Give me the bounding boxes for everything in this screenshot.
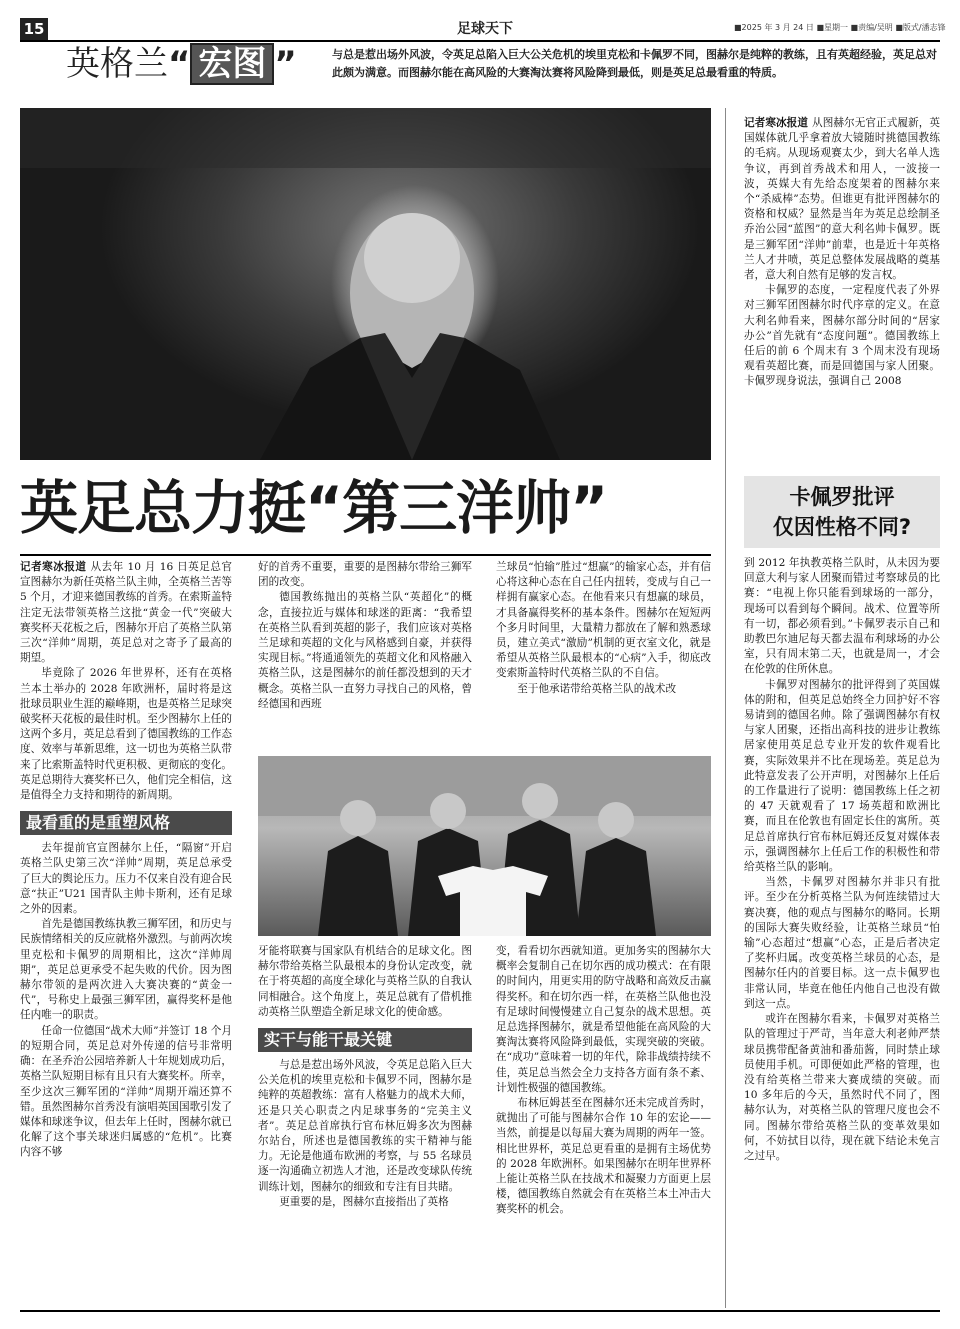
coach-silhouette-image <box>20 108 711 460</box>
sidebar-byline: 记者寒冰报道 <box>744 117 809 129</box>
article-paragraph: 毕竟除了 2026 年世界杯，还有在英格兰本土举办的 2028 年欧洲杯，届时将是这批球员职业生涯的巅峰期，也是英格兰足球突破奖杯天花板的最佳时机。至少图赫尔上任的这两个多月，英足总看到了德国教练的工作态度、效率与革新思维，这一切也为英格兰队带来了比索斯盖特时代更积极、更彻底的变化。英足总期待大赛奖杯已久，他们完全相信，这是值得全力支持和期待的新周期。 <box>20 667 232 802</box>
article-paragraph: 变，看看切尔西就知道。更加务实的图赫尔大概率会复制自己在切尔西的成功模式：在有限的时间内，用更实用的防守战略和高效反击赢得奖杯。和在切尔西一样，在英格兰队他也没有足球时间慢慢建立自己复杂的战术思想。英足总选择图赫尔，就是希望他能在高风险的大赛淘汰赛将风险降到最低，实现突破的突破。在“成功”意味着一切的年代，除非战绩持续不佳，英足总当然会全力支持各方面有条不紊、计划性极强的德国教练。 <box>496 945 711 1094</box>
sidebar-top-column <box>744 116 940 468</box>
article-column-3-top <box>496 560 711 746</box>
article-column-1 <box>20 560 232 1304</box>
banner-quote-open: “ <box>168 44 191 84</box>
article-column-2-bottom <box>258 944 472 1304</box>
main-photo <box>20 108 711 460</box>
sidebar-bottom-column <box>744 556 940 1304</box>
section-name <box>430 18 540 38</box>
article-paragraph: 去年提前官宣图赫尔上任，“隔窗”开启英格兰队史第三次“洋帅”周期，英足总承受了巨大的舆论压力。压力不仅来自没有迎合民意“扶正”U21 国青队主帅卡斯利，还有足球之外的因素。 <box>20 842 232 916</box>
main-headline: 英足总力挺“第三洋帅” <box>20 474 608 542</box>
article-paragraph: 兰球员“怕输”胜过“想赢”的输家心态，并有信心将这种心态在自己任内扭转，变成与自己一样拥有赢家心态。在他看来只有想赢的球员，才具备赢得奖杯的基本条件。图赫尔在短短两个多月时间里，大量精力都放在了解和熟悉球员，建立美式“激励”机制的更衣室文化，就是希望从英格兰队最根本的“心病”入手，彻底改变索斯盖特时代英格兰队的不自信。 <box>496 561 711 680</box>
date-info: ■2025 年 3 月 24 日 ■星期一 ■责编/吴明 ■版式/潘志锋 <box>734 23 946 32</box>
sidebar-paragraph: 或许在图赫尔看来，卡佩罗对英格兰队的管理过于严苛，当年意大利老帅严禁球员携带配备黄油和番茄酱，同时禁止球员使用手机。可即便如此严格的管理，也没有给英格兰带来大赛成绩的突破。而 10 多年后的今天，虽然时代不同了，图赫尔认为，对英格兰队的管理尺度也会不同。图赫尔带给英格兰队的变革效果如何，不妨拭目以待，现在就下结论未免言之过早。 <box>744 1013 940 1162</box>
article-paragraph: 与总是惹出场外风波，令英足总陷入巨大公关危机的埃里克松和卡佩罗不同，图赫尔是纯粹的英超教练：富有人格魅力的战术大师，还是只关心职责之内足球事务的“完美主义者”。英足总首席执行官布林厄姆多次为图赫尔站台，所述也是德国教练的实干精神与能力。无论是他通布欧洲的考察，与 55 名球员逐一沟通确立初选人才池，还是改变球队传统训练计划，图赫尔的细致和专注有目共睹。 <box>258 1059 472 1193</box>
article-paragraph: 更重要的是，图赫尔直接指出了英格 <box>279 1195 449 1208</box>
sidebar-paragraph: 当然，卡佩罗对图赫尔并非只有批评。至少在分析英格兰队为何连续错过大赛决赛，他的观点与图赫尔的略同。长期的国际大赛失败经验，让英格兰球员“怕输”心态超过“想赢”心态，正是后者决定了奖杯归属。改变英格兰球员的心态，是图赫尔任内的首要目标。这一点卡佩罗也非常认同，毕竟在他任内他自己也没有做到这一点。 <box>744 876 940 1010</box>
banner-quote-close: ” <box>274 44 297 84</box>
article-paragraph: 首先是德国教练执教三狮军团，和历史与民族情绪相关的反应就格外激烈。与前两次埃里克松和卡佩罗的周期相比，这次“洋帅周期”，英足总更承受不起失败的代价。因为图赫尔带领的是两次进入大赛决赛的“黄金一代”，号称史上最强三狮军团，赢得奖杯是他任内唯一的职责。 <box>20 918 232 1022</box>
article-paragraph: 任命一位德国“战术大师”并签订 18 个月的短期合同，英足总对外传递的信号非常明确：在圣乔治公园培养新人十年规划成功后，英格兰队短期目标有且只有大赛奖杯。所幸，至少这次三狮军团的“洋帅”周期开端还算不错。虽然图赫尔首秀没有演唱英国国歌引发了媒体和球迷争议，但去年上任时，图赫尔就已化解了这个事关球迷归属感的“危机”。比赛内容不够 <box>20 1024 232 1159</box>
sidebar-headline-line2: 仅因性格不同? <box>772 515 912 539</box>
sidebar-paragraph: 到 2012 年执教英格兰队时，从未因为要回意大利与家人团聚而错过考察球员的比赛：“电视上你只能看到球场的一部分，现场可以看到每个瞬间。战术、位置等所有一切，都必须看到。”卡佩罗表示自己和助教巴尔迪尼每天都去温布利球场的办公室，只有周末第二天，也就是周一，才会在伦敦的住所休息。 <box>744 557 940 676</box>
article-paragraph: 牙能将联赛与国家队有机结合的足球文化。图赫尔带给英格兰队最根本的身份认定改变，就在于将英超的高度全球化与英格兰队的自我认同相融合。这个角度上，英足总就有了借机推动英格兰队塑造全新足球文化的使命感。 <box>258 945 472 1018</box>
sidebar-paragraph: 卡佩罗的态度，一定程度代表了外界对三狮军团图赫尔时代序章的定义。在意大利名帅看来，图赫尔部分时间的“居家办公”首先就有“态度问题”。德国教练上任后的前 6 个周末有 3 个周末没有现场观看英超比赛，而是回德国与家人团聚。卡佩罗现身说法，强调自己 2008 <box>744 284 940 388</box>
page-number-box <box>20 18 48 40</box>
sidebar-paragraph: 卡佩罗对图赫尔的批评得到了英国媒体的附和，但英足总始终全力回护好不容易请到的德国名帅。除了强调图赫尔有权与家人团聚，还指出高科技的进步让教练居家使用英足总专业开发的软件观看比赛，实际效果并不比在现场差。英足总为此特意发表了公开声明，对图赫尔上任后的工作量进行了说明：德国教练上任之初的 47 天就观看了 17 场英超和欧洲比赛，而且在伦敦也有固定长住的寓所。英足总首席执行官布林厄姆还反复对媒体表示，强调图赫尔上任后工作的积极性和带给英格兰队的影响。 <box>744 678 940 874</box>
banner-summary: 与总是惹出场外风波，令英足总陷入巨大公关危机的埃里克松和卡佩罗不同，图赫尔是纯粹的教练，且有英超经验，英足总对此颇为满意。而图赫尔能在高风险的大赛淘汰赛将风险降到最低，则是英足总最看重的特质。 <box>332 48 937 79</box>
page-number: 15 <box>23 20 45 38</box>
article-paragraph: 好的首秀不重要，重要的是图赫尔带给三狮军团的改变。 <box>258 561 472 589</box>
sidebar-paragraph: 从图赫尔无官正式履新，英国媒体就几乎拿着放大镜随时挑德国教练的毛病。从现场观赛太少，到大名单人选争议，再到首秀战术和用人，一波接一波，英媒大有先给态度架着的图赫尔来个“杀威棒”态势。但谁更有批评图赫尔的资格和权威？显然是当年为英足总绘制圣乔治公园“蓝图”的意大利名帅卡佩罗。既是三狮军团“洋帅”前辈，也是近十年英格兰人才井喷，英足总整体发展战略的奠基者，意大利自然有足够的发言权。 <box>744 117 940 282</box>
article-column-2-top <box>258 560 472 746</box>
section-label: 足球天下 <box>457 21 513 37</box>
banner-title-pre: 英格兰 <box>66 44 168 84</box>
article-column-3-bottom <box>496 944 711 1304</box>
four-men-with-jersey-image <box>258 756 711 936</box>
signing-photo <box>258 756 711 936</box>
article-byline: 记者寒冰报道 <box>20 561 87 573</box>
article-paragraph: 布林厄姆甚至在图赫尔还未完成首秀时，就抛出了可能与图赫尔合作 10 年的宏论——当然，前提是以每届大赛为周期的两年一签。相比世界杯，英足总更看重的是拥有主场优势的 2028 年欧洲杯。如果图赫尔在明年世界杯上能让英格兰队在技战术和凝聚力方面更上层楼，德国教练自然就会有在英格兰本土冲击大赛奖杯的机会。 <box>496 1097 711 1216</box>
subhead-practical-ability: 实干与能干最关键 <box>258 1028 472 1052</box>
banner-title <box>66 42 297 86</box>
sidebar-headline-line1: 卡佩罗批评 <box>789 485 895 509</box>
subhead-reshape-style: 最看重的是重塑风格 <box>20 811 232 835</box>
article-paragraph: 从去年 10 月 16 日英足总官宣图赫尔为新任英格兰队主帅，全英格兰苦等 5 个月，才迎来德国教练的首秀。在索斯盖特注定无法带领英格兰这批“黄金一代”突破大赛奖杯天花板之后，图赫尔开启了英格兰队第三次“洋帅”周期，英足总对之寄予了最高的期望。 <box>20 561 232 665</box>
article-paragraph: 德国教练抛出的英格兰队“英超化”的概念，直接拉近与媒体和球迷的距离：“我希望在英格兰队看到英超的影子，我们应该对英格兰足球和英超的文化与风格感到自豪，并获得实现目标。”将通通领先的英超文化和风格融入英格兰队，这是图赫尔的前任都没想到的天才概念。英格兰队一直努力寻找自己的风格，曾经德国和西班 <box>258 591 472 710</box>
sidebar-headline-box <box>744 476 940 548</box>
banner-title-highlight: 宏图 <box>190 43 274 85</box>
article-paragraph: 至于他承诺带给英格兰队的战术改 <box>517 682 677 695</box>
